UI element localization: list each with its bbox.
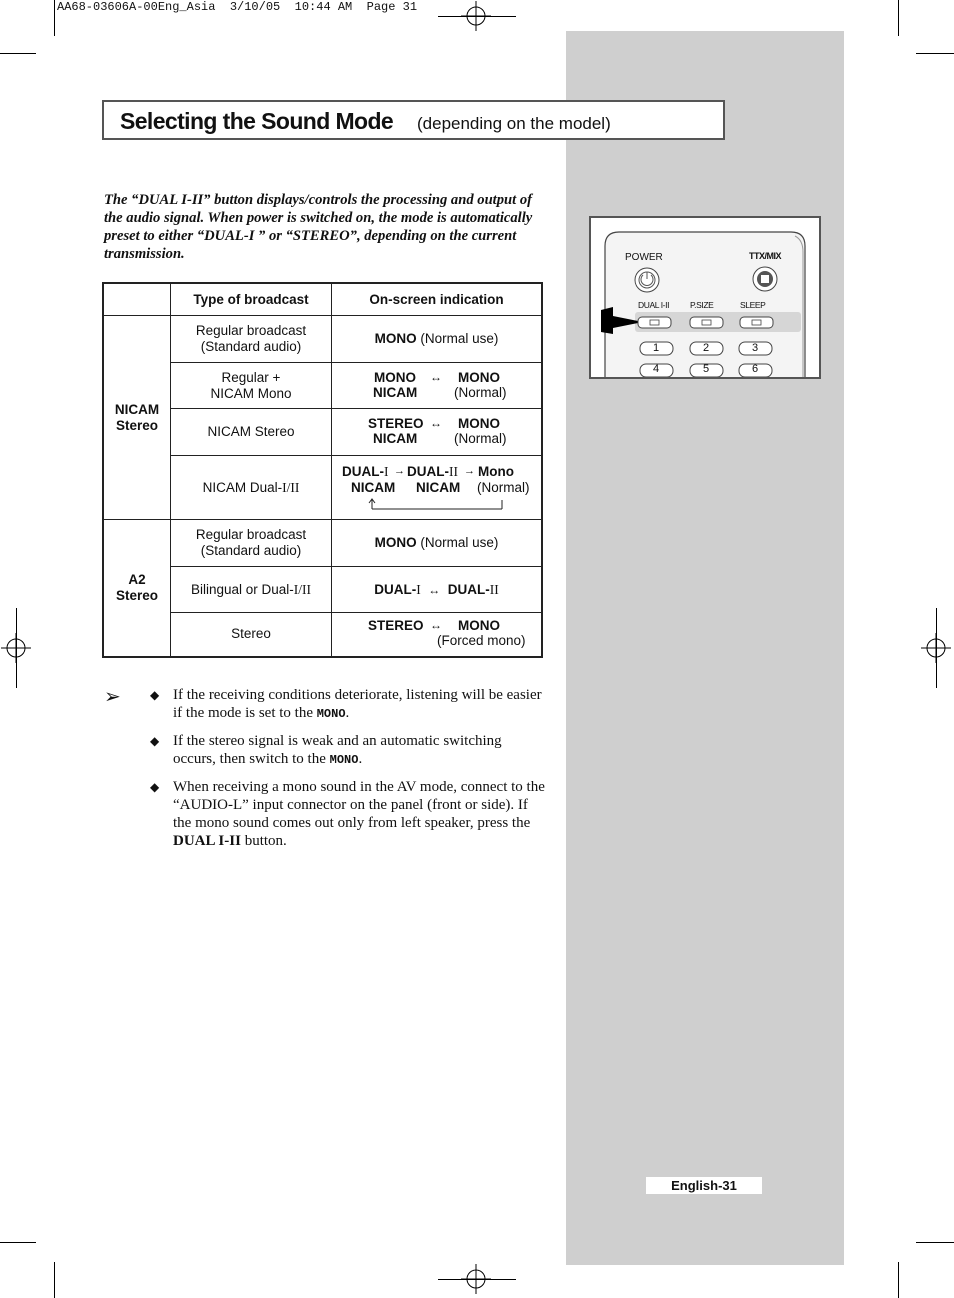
bullet-icon: ◆ — [150, 780, 160, 794]
broadcast-type: NICAM Dual-I/II — [171, 456, 332, 520]
sound-mode-table — [102, 282, 543, 658]
number-button-5: 5 — [703, 363, 710, 375]
note-item: ◆ If the receiving conditions deteriorate, listening will be easier if the mode is set to the MONO. — [150, 687, 542, 721]
page-subtitle: (depending on the model) — [417, 114, 611, 133]
header-indication: On-screen indication — [332, 283, 543, 316]
intro-text: The “DUAL I-II” button displays/controls the processing and output of the audio signal. When power is switched on, the mode is automatically preset to either “DUAL-I ” or “STEREO”, depending on the current transmission. — [104, 192, 533, 262]
number-button-6: 6 — [752, 363, 759, 375]
group-a2-stereo: A2 Stereo — [103, 520, 171, 657]
print-header: AA68-03606A-00Eng_Asia 3/10/05 10:44 AM Page 31 — [57, 0, 418, 14]
crop-mark — [916, 53, 954, 54]
crop-mark — [0, 1242, 36, 1243]
table-row — [103, 316, 542, 363]
broadcast-type: Stereo — [171, 613, 332, 657]
crop-mark — [916, 1242, 954, 1243]
header-blank — [103, 283, 171, 316]
number-button-2: 2 — [703, 342, 710, 354]
crop-mark — [16, 608, 17, 688]
crop-mark — [438, 16, 516, 17]
onscreen-indication: STEREO ↔ MONO (Forced mono) — [332, 613, 543, 657]
group-nicam-stereo: NICAM Stereo — [103, 316, 171, 520]
onscreen-indication: STEREO ↔ MONO NICAM (Normal) — [332, 409, 543, 456]
broadcast-type: NICAM Stereo — [171, 409, 332, 456]
onscreen-indication: DUAL-I ↔ DUAL-II — [332, 567, 543, 613]
page-title: Selecting the Sound Mode — [120, 108, 394, 134]
crop-mark — [54, 1262, 55, 1298]
note-item: ◆ If the stereo signal is weak and an automatic switching occurs, then switch to the MONO. — [150, 733, 502, 767]
bullet-icon: ◆ — [150, 734, 160, 748]
table-header-row — [103, 283, 542, 316]
ttx-label: TTX/MIX — [749, 251, 781, 261]
crop-mark — [936, 608, 937, 688]
note-marker-icon: ➢ — [104, 686, 121, 708]
crop-mark — [0, 53, 36, 54]
broadcast-type: Regular + NICAM Mono — [171, 363, 332, 409]
onscreen-indication: DUAL-I → DUAL-II → Mono NICAM NICAM (Normal) — [332, 456, 543, 520]
broadcast-type: Regular broadcast (Standard audio) — [171, 520, 332, 567]
number-button-3: 3 — [752, 342, 759, 354]
cycle-arrow — [368, 498, 508, 512]
title-box — [102, 100, 725, 140]
crop-mark — [898, 1262, 899, 1298]
crop-mark — [438, 1279, 516, 1280]
onscreen-indication: MONO (Normal use) — [332, 520, 543, 567]
crop-mark — [898, 0, 899, 36]
broadcast-type: Regular broadcast (Standard audio) — [171, 316, 332, 363]
power-label: POWER — [625, 252, 663, 263]
onscreen-indication: MONO ↔ MONO NICAM (Normal) — [332, 363, 543, 409]
psize-label: P.SIZE — [690, 300, 714, 310]
bullet-icon: ◆ — [150, 688, 160, 702]
page-number: English-31 — [646, 1177, 762, 1194]
note-item: ◆ When receiving a mono sound in the AV mode, connect to the “AUDIO-L” input connector on the panel (front or side). If the mono sound comes out only from left speaker, press the DUAL I-II button. — [150, 779, 545, 849]
number-button-4: 4 — [653, 363, 660, 375]
remote-illustration — [589, 216, 821, 379]
onscreen-indication: MONO (Normal use) — [332, 316, 543, 363]
number-button-1: 1 — [653, 342, 660, 354]
table-row — [103, 520, 542, 567]
header-type: Type of broadcast — [171, 283, 332, 316]
notes-list — [150, 686, 545, 859]
broadcast-type: Bilingual or Dual-I/II — [171, 567, 332, 613]
dual-label: DUAL I-II — [638, 300, 670, 310]
crop-mark — [54, 0, 55, 36]
sleep-label: SLEEP — [740, 300, 766, 310]
